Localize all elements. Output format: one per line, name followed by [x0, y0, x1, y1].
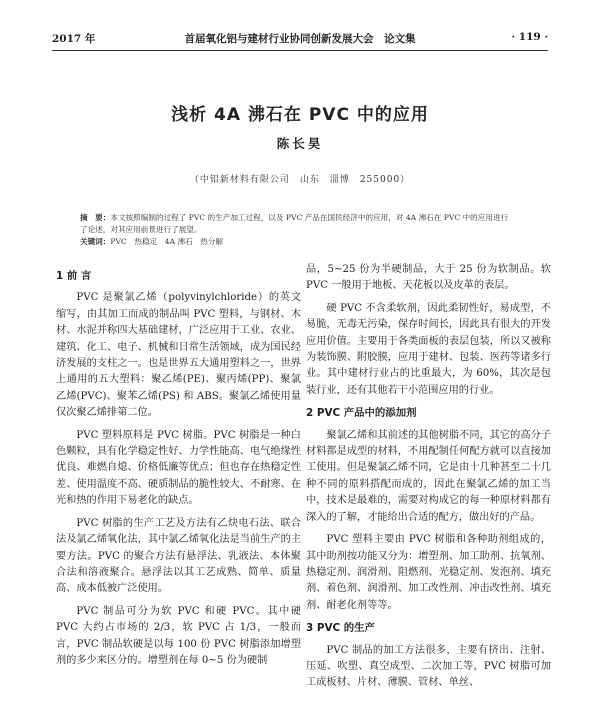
- header-year: 2017 年: [52, 33, 96, 45]
- header-rule: [52, 50, 548, 51]
- abstract-text: 本文按照编制的过程了 PVC 的生产加工过程，以及 PVC 产品在国民经济中的应用，对 4A 沸石在 PVC 中的应用进行了论述，对其应用前景进行了展望。: [80, 213, 509, 234]
- right-column: [306, 262, 551, 692]
- abstract-label: 摘 要：: [80, 213, 111, 222]
- section-2-heading: 2 PVC 产品中的添加剂: [306, 407, 417, 420]
- paragraph-hard-pvc: 硬 PVC 不含柔软剂，因此柔韧性好，易成型，不易脆，无毒无污染，保存时间长，因此具有很大的开发应用价值。主要用于各类面板的表层包装，所以又被称为装饰膜、附胶膜，应用于建材、包装、医药等诸多行业。其中建材行业占的比重最大，为 60%，其次是包装行业，还有其他若干小范围应用的行业。: [306, 302, 551, 396]
- keywords-label: 关键词：: [80, 237, 111, 246]
- paragraph-continuation: 品，5~25 份为半硬制品，大于 25 份为软制品。软 PVC 一般用于地板、天花板以及皮革的表层。: [306, 264, 551, 292]
- paragraph-additives-intro: 聚氯乙烯和其前述的其他树脂不同，其它的高分子材料都是成型的材料，不用配制任何配方就可以直接加工使用。但是聚氯乙烯不同，它是由十几种甚至二十几种不同的原料搭配而成的，因此在聚氯乙烯的加工当中，技术是最难的，需要对构成它的每一种原材料都有深入的了解，才能给出合适的配方，做出好的产品。: [306, 429, 551, 523]
- keywords: [80, 236, 510, 248]
- header-page-number: · 119 ·: [511, 31, 548, 43]
- paragraph-production: PVC 制品的加工方法很多，主要有挤出、注射、压延、吹塑、真空成型、二次加工等，PVC 树脂可加工成板材、片材、薄膜、管材、单丝、: [306, 644, 551, 689]
- paragraph-additives-list: PVC 塑料主要由 PVC 树脂和各种助剂组成的，其中助剂按功能又分为：增塑剂、加工助剂、抗氧剂、热稳定剂、润滑剂、阻燃剂、光稳定剂、发泡剂、填充剂、着色剂、润滑剂、加工改性剂、冲击改性剂、填充剂、耐老化剂等等。: [306, 534, 551, 611]
- section-1-heading: 1 前 言: [56, 270, 92, 282]
- abstract: [80, 212, 510, 235]
- running-header: [52, 31, 548, 47]
- article-author: 陈长昊: [276, 136, 324, 151]
- paragraph-intro: PVC 是聚氯乙烯（polyvinylchloride）的英文缩写，由其加工而成的制品叫 PVC 塑料，与钢材、木材、水泥并称四大基础建材，广泛应用于工业、农业、建筑、化工、电子、机械和日常生活领域，成为国民经济发展的支柱之一。也是世界五大通用塑料之一，世界上通用的五大塑料：聚乙烯(PE)、聚丙烯(PP)、聚氯乙烯(PVC)、聚苯乙烯(PS) 和 ABS。聚氯乙烯使用量仅次聚乙烯排第二位。: [56, 292, 301, 419]
- keywords-text: PVC 热稳定 4A 沸石 热分解: [110, 237, 224, 246]
- section-3-heading: 3 PVC 的生产: [306, 622, 375, 635]
- article-affiliation: （中铝新材料有限公司 山东 淄博 255000）: [189, 175, 411, 185]
- left-column: [56, 262, 301, 669]
- header-conference-title: 首届氧化铝与建材行业协同创新发展大会 论文集: [184, 33, 416, 45]
- paragraph-product-types: PVC 制品可分为软 PVC 和硬 PVC。其中硬 PVC 大约占市场的 2/3，软 PVC 占 1/3，一般而言，PVC 制品软硬是以每 100 份 PVC 树脂添加增塑剂的多少来区分的。增塑剂在每 0~5 份为硬制: [56, 605, 301, 666]
- paragraph-process: PVC 树脂的生产工艺及方法有乙炔电石法、联合法及氯乙烯氧化法，其中氯乙烯氧化法是当前生产的主要方法。PVC 的聚合方法有悬浮法、乳液法、本体聚合法和溶液聚合。悬浮法以其工艺成熟、简单、质量高、成本低被广泛使用。: [56, 517, 301, 595]
- article-title: 浅析 4A 沸石在 PVC 中的应用: [171, 105, 429, 125]
- paragraph-resin: PVC 塑料原料是 PVC 树脂。PVC 树脂是一种白色颗粒，具有化学稳定性好、力学性能高、电气绝缘性优良、难燃自熄、价格低廉等优点；但也存在热稳定性差、使用温度不高、硬质制品的脆性较大、不耐寒、在光和热的作用下易老化的缺点。: [56, 429, 301, 507]
